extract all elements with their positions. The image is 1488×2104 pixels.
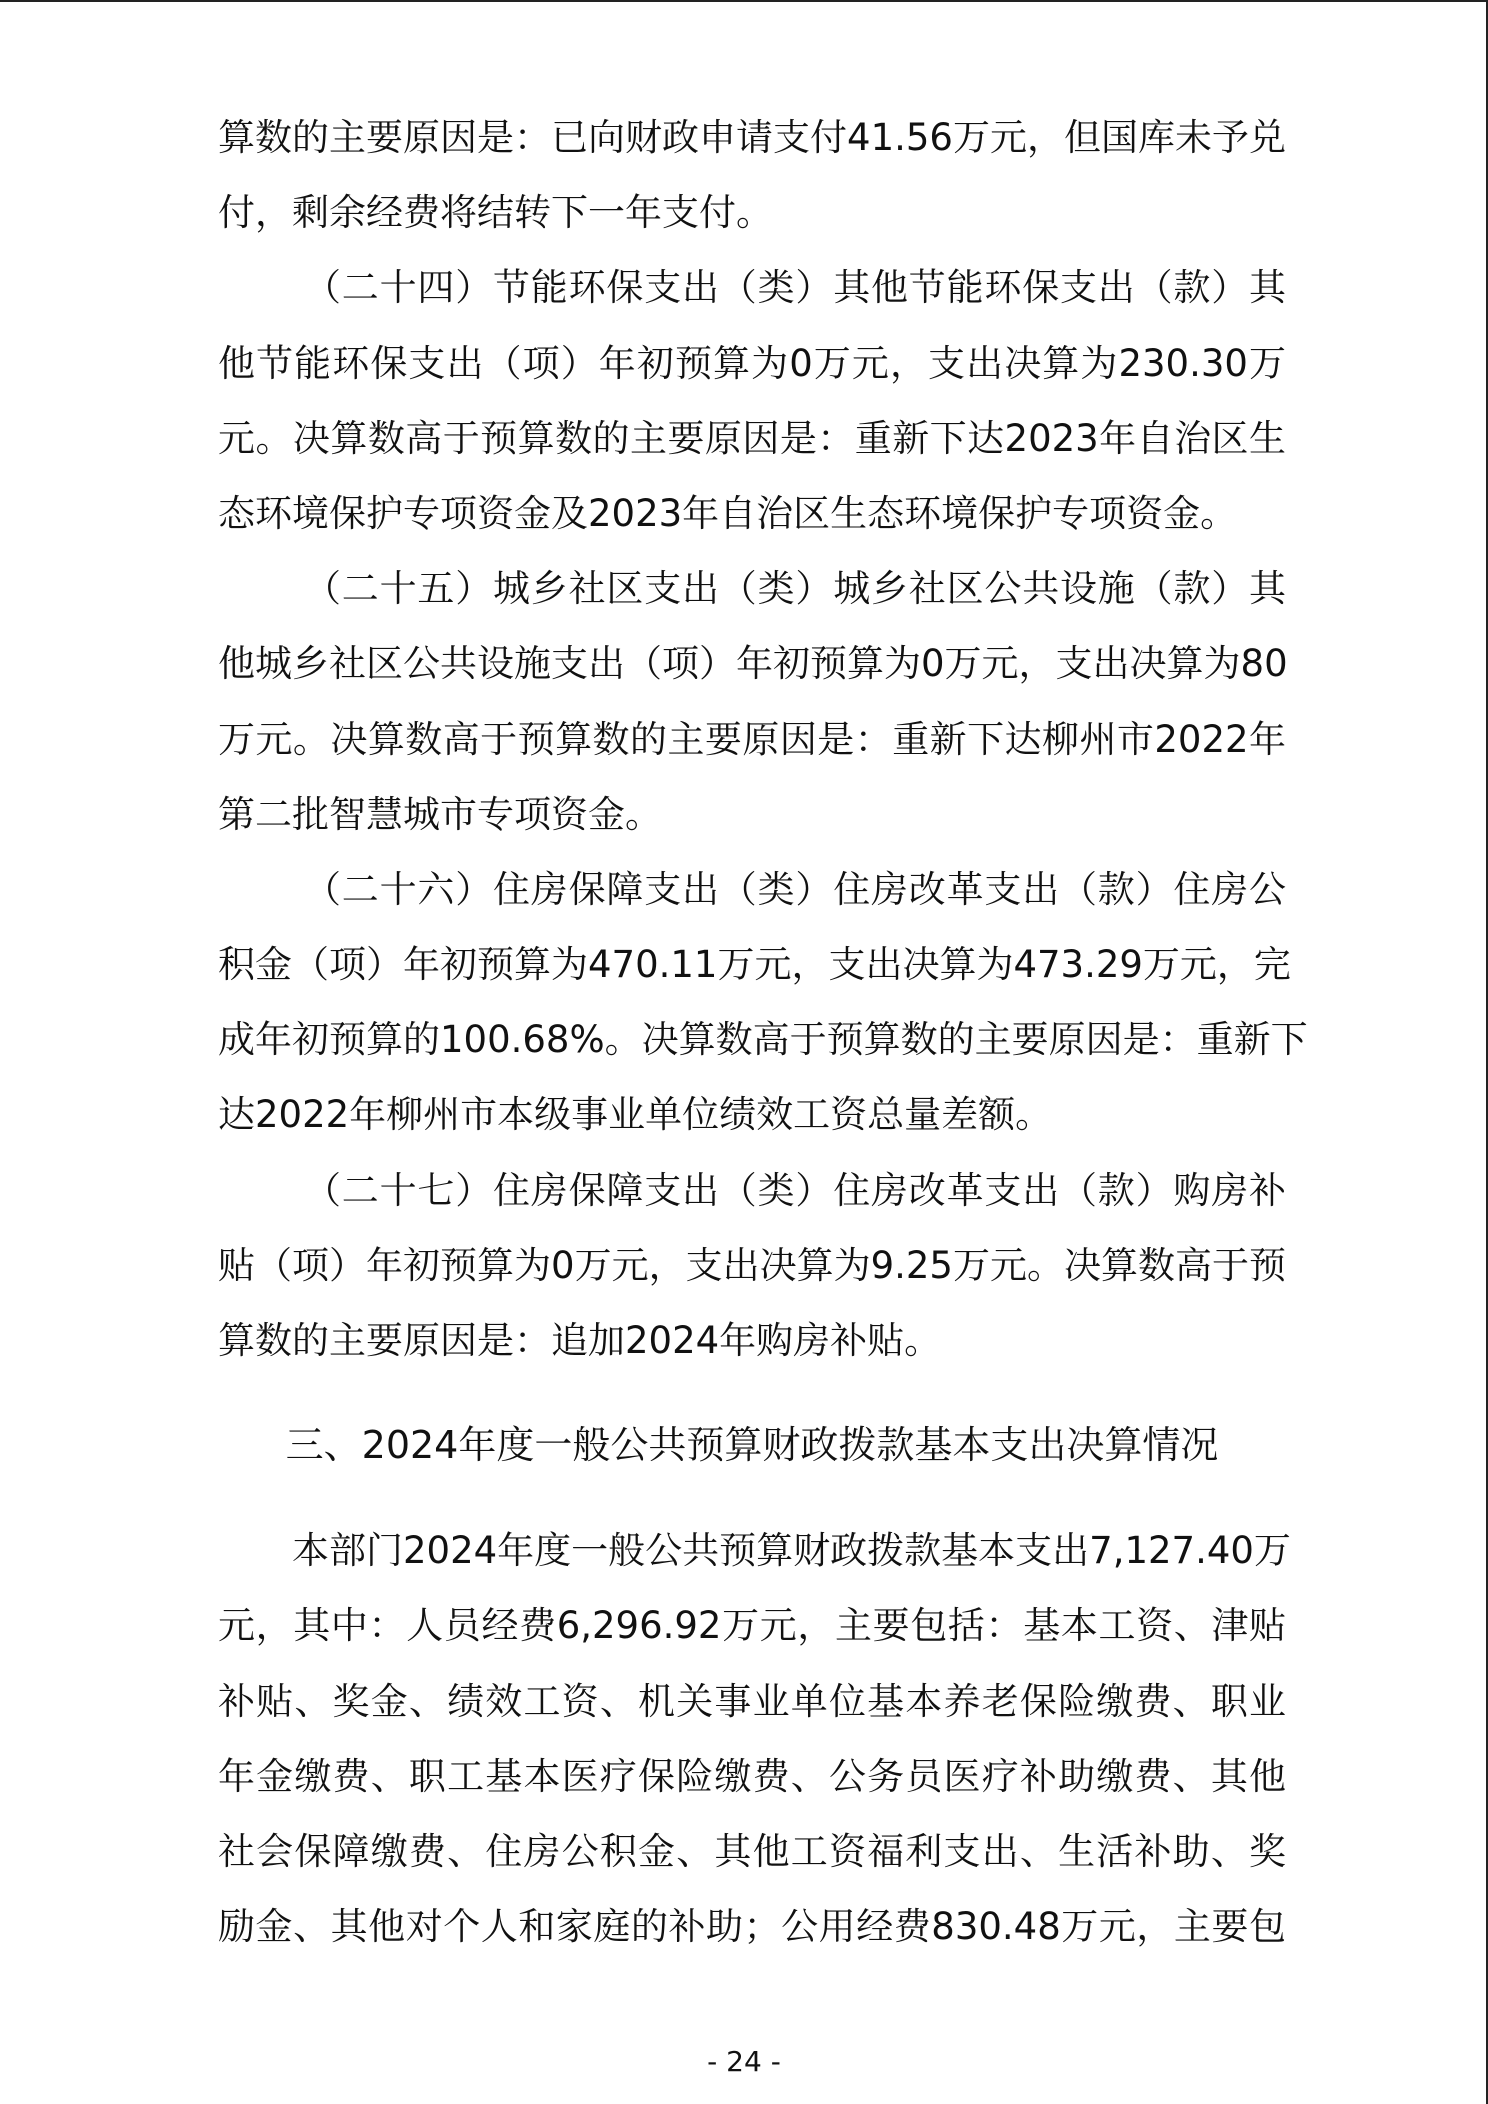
text-line: 励金、其他对个人和家庭的补助；公用经费830.48万元，主要包 xyxy=(218,1905,1286,1949)
spacer xyxy=(218,1483,1286,1513)
paragraph-item-25 xyxy=(218,551,1286,852)
text-line: 万元。决算数高于预算数的主要原因是：重新下达柳州市2022年 xyxy=(218,717,1286,761)
text-line: 本部门2024年度一般公共预算财政拨款基本支出7,127.40万 xyxy=(292,1529,1291,1573)
text-line: 补贴、奖金、绩效工资、机关事业单位基本养老保险缴费、职业 xyxy=(218,1679,1286,1723)
text-line: 达2022年柳州市本级事业单位绩效工资总量差额。 xyxy=(218,1093,1053,1137)
text-line: （二十四）节能环保支出（类）其他节能环保支出（款）其 xyxy=(304,266,1286,310)
text-line: 元，其中：人员经费6,296.92万元，主要包括：基本工资、津贴 xyxy=(218,1604,1286,1648)
paragraph-item-24 xyxy=(218,250,1286,551)
text-line: （二十五）城乡社区支出（类）城乡社区公共设施（款）其 xyxy=(304,567,1286,611)
text-line: 算数的主要原因是：追加2024年购房补贴。 xyxy=(218,1319,942,1362)
paragraph-continuation xyxy=(218,100,1286,250)
text-line: 付，剩余经费将结转下一年支付。 xyxy=(218,191,773,235)
section-heading: 三、2024年度一般公共预算财政拨款基本支出决算情况 xyxy=(285,1423,1219,1468)
paragraph-item-27 xyxy=(218,1153,1286,1379)
text-line: 算数的主要原因是：已向财政申请支付41.56万元，但国库未予兑 xyxy=(218,116,1286,159)
page-number: - 24 - xyxy=(707,2045,781,2078)
text-line: 态环境保护专项资金及2023年自治区生态环境保护专项资金。 xyxy=(218,491,1238,535)
spacer xyxy=(218,1378,1286,1408)
text-line: 社会保障缴费、住房公积金、其他工资福利支出、生活补助、奖 xyxy=(218,1829,1286,1873)
text-line: 年金缴费、职工基本医疗保险缴费、公务员医疗补助缴费、其他 xyxy=(218,1754,1286,1798)
text-line: （二十七）住房保障支出（类）住房改革支出（款）购房补 xyxy=(304,1168,1286,1212)
document-body xyxy=(218,100,1308,1964)
text-line: 第二批智慧城市专项资金。 xyxy=(218,792,662,836)
text-line: 成年初预算的100.68%。决算数高于预算数的主要原因是：重新下 xyxy=(218,1018,1308,1062)
text-line: 他城乡社区公共设施支出（项）年初预算为0万元，支出决算为80 xyxy=(218,642,1288,686)
paragraph-summary xyxy=(218,1513,1291,1964)
text-line: 积金（项）年初预算为470.11万元，支出决算为473.29万元，完 xyxy=(218,943,1291,987)
paragraph-item-26 xyxy=(218,852,1308,1153)
page-top-border xyxy=(0,0,1488,2)
text-line: 贴（项）年初预算为0万元，支出决算为9.25万元。决算数高于预 xyxy=(218,1243,1286,1287)
text-line: 他节能环保支出（项）年初预算为0万元，支出决算为230.30万 xyxy=(218,341,1286,385)
text-line: （二十六）住房保障支出（类）住房改革支出（款）住房公 xyxy=(304,867,1286,911)
text-line: 元。决算数高于预算数的主要原因是：重新下达2023年自治区生 xyxy=(218,416,1286,460)
